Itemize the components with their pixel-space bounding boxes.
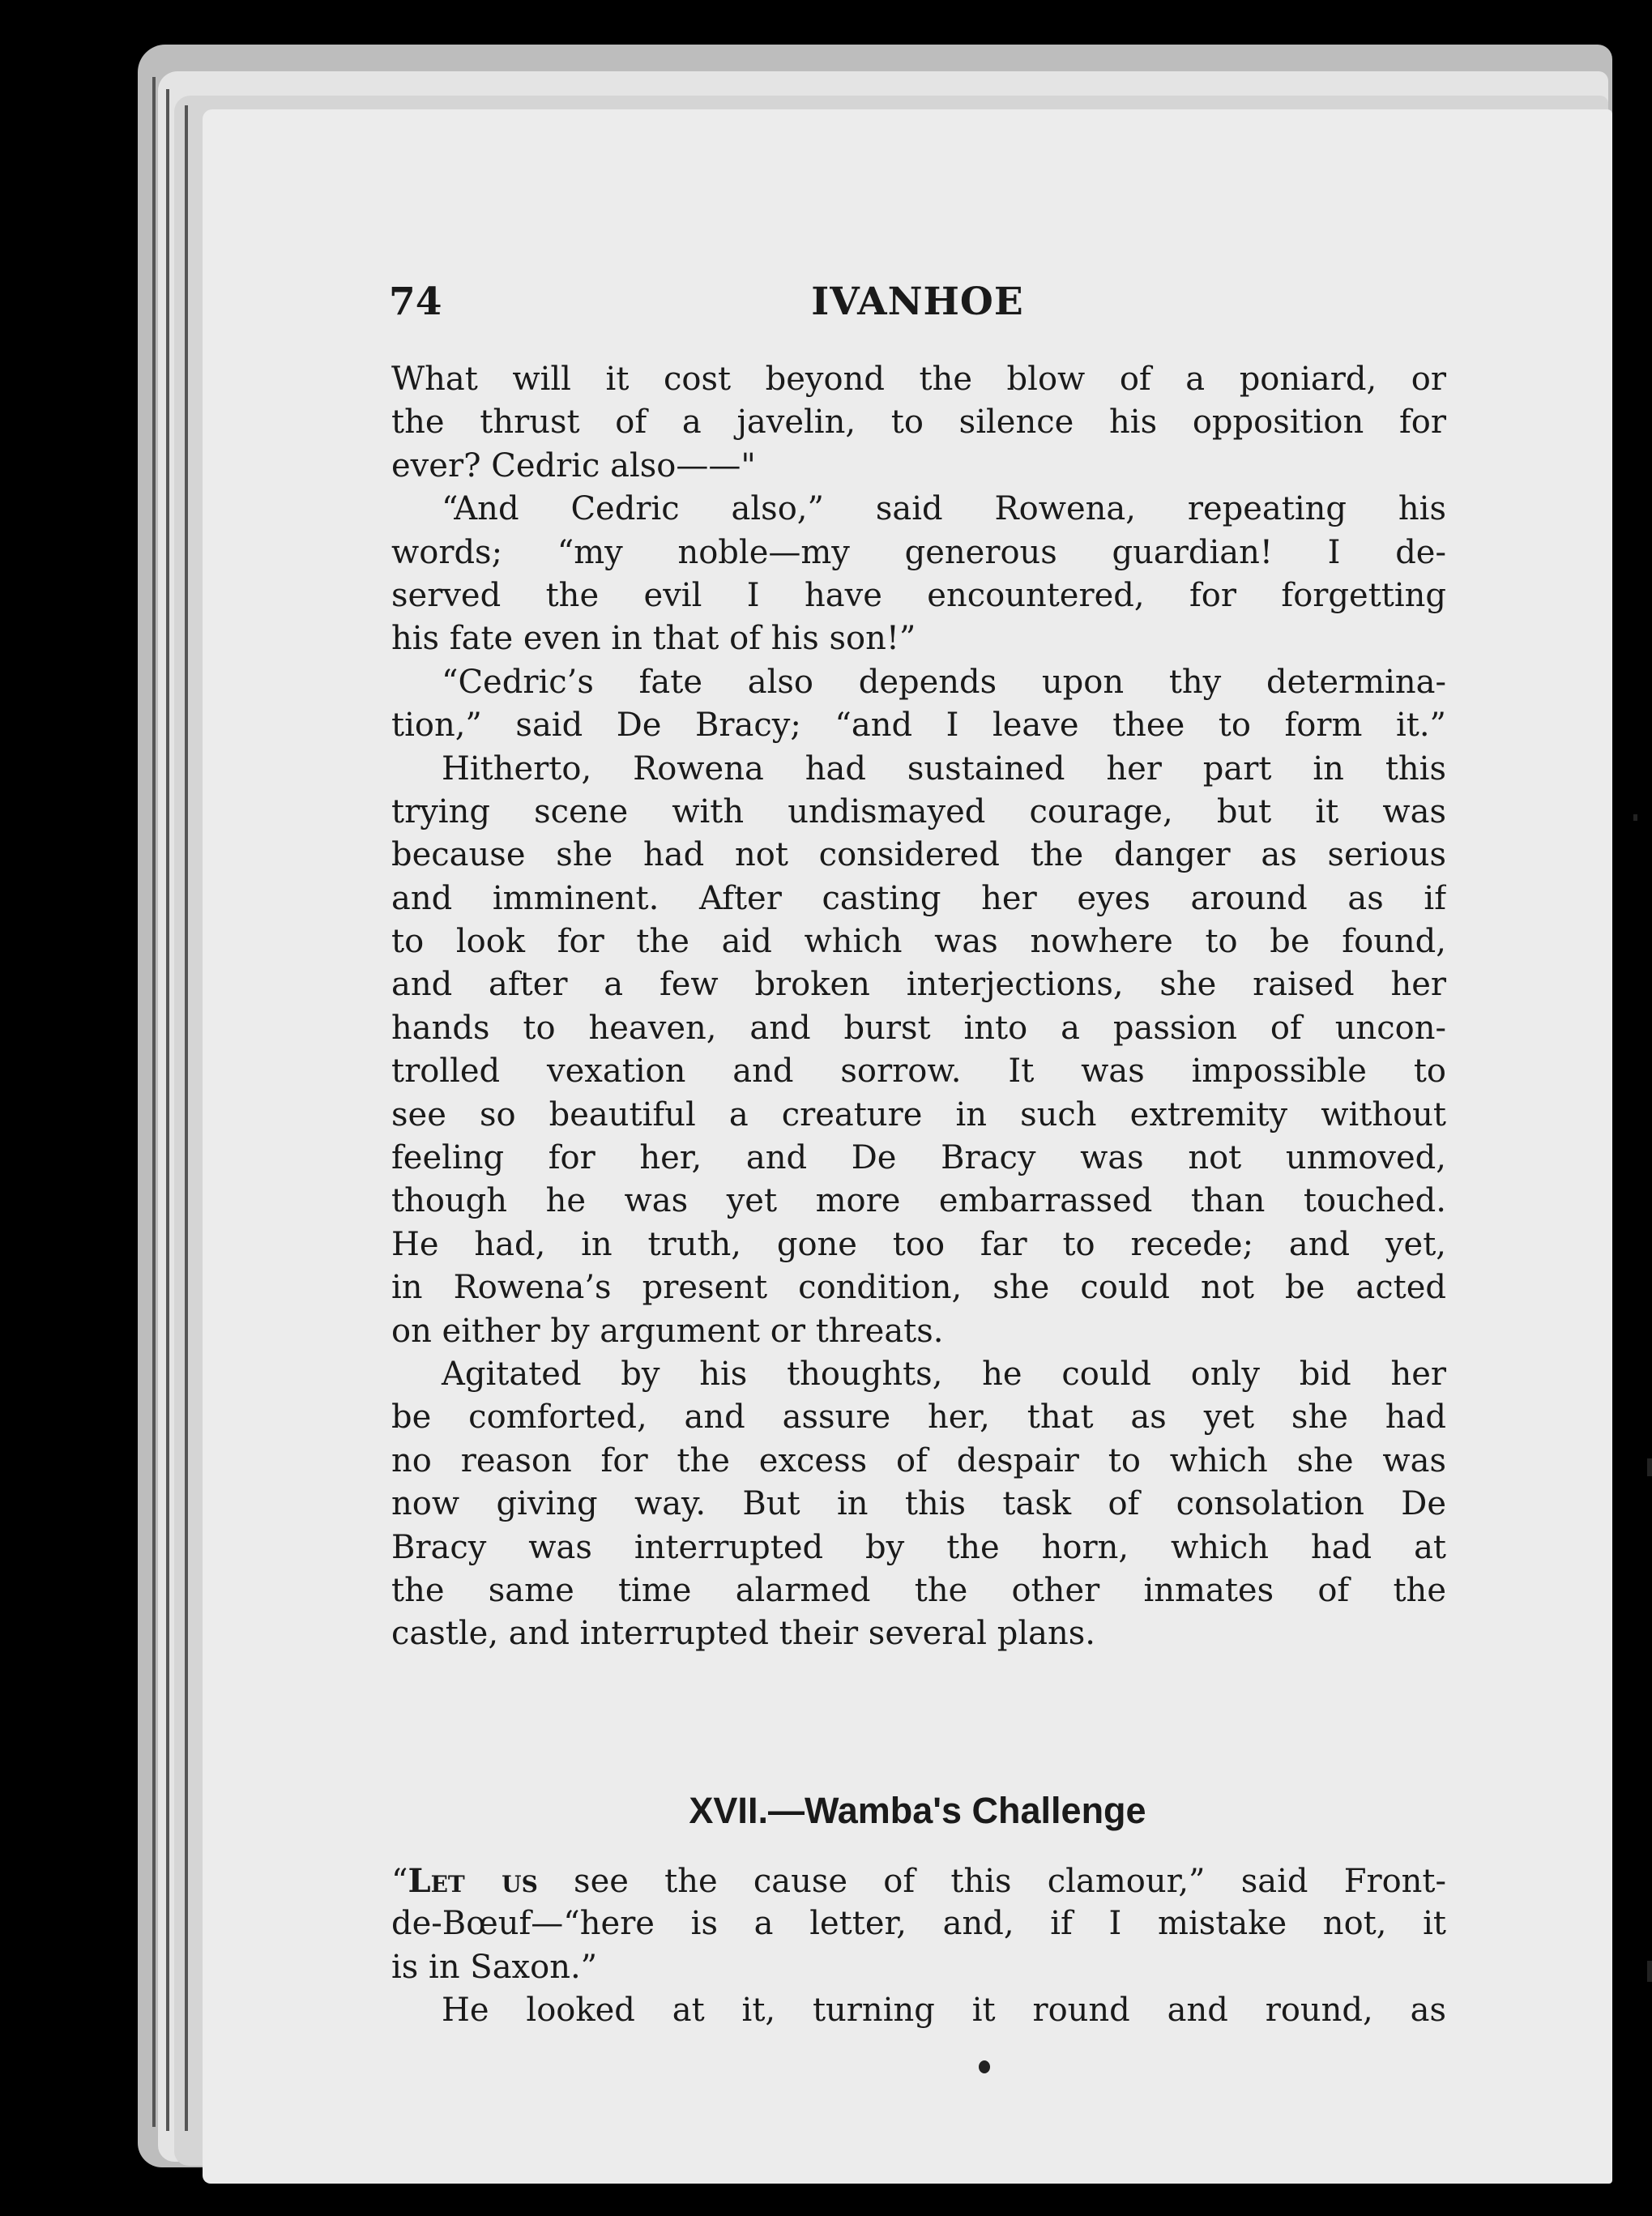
text-line: What will it cost beyond the blow of a poniard, or — [391, 361, 1446, 398]
body-text — [391, 358, 1446, 1656]
text-line: Hitherto, Rowena had sustained her part in this — [442, 749, 1446, 788]
margin-speck — [1647, 1458, 1652, 1476]
spine-line — [166, 89, 169, 2131]
text-line: though he was yet more embarrassed than touched. — [391, 1182, 1446, 1220]
text-line: because she had not considered the danger as serious — [391, 836, 1446, 874]
book-title: IVANHOE — [811, 280, 1024, 324]
text-line — [391, 1859, 1446, 1902]
text-line: feeling for her, and De Bracy was not unmoved, — [391, 1139, 1446, 1177]
text-line: no reason for the excess of despair to which she was — [391, 1441, 1446, 1479]
opening-small-caps: Let us — [408, 1862, 538, 1900]
ornament-dot — [979, 2060, 990, 2073]
text-line: He looked at it, turning it round and round, as — [442, 1992, 1446, 2030]
text-line: trying scene with undismayed courage, but it was — [391, 792, 1446, 830]
text-line: is in Saxon.” — [391, 1948, 598, 1986]
text-line: be comforted, and assure her, that as yet she had — [391, 1398, 1446, 1437]
text-line: the thrust of a javelin, to silence his opposition for — [391, 403, 1446, 442]
chapter-text — [391, 1859, 1446, 2033]
text-line: de-Bœuf—“here is a letter, and, if I mistake not, it — [391, 1905, 1446, 1943]
chapter-heading: XVII.—Wamba's Challenge — [689, 1790, 1146, 1831]
margin-speck — [1633, 814, 1637, 821]
text-line: ever? Cedric also——" — [391, 446, 756, 485]
text-line: served the evil I have encountered, for forgetting — [391, 576, 1446, 614]
text-line: hands to heaven, and burst into a passion of uncon- — [391, 1009, 1446, 1047]
page-number: 74 — [389, 280, 442, 324]
text-line: trolled vexation and sorrow. It was impossible to — [391, 1052, 1446, 1091]
text-line: castle, and interrupted their several plans. — [391, 1615, 1095, 1653]
text-line: Bracy was interrupted by the horn, which had at — [391, 1528, 1446, 1566]
text-line: now giving way. But in this task of consolation De — [391, 1485, 1446, 1523]
spine-line — [152, 77, 156, 2127]
text-line: his fate even in that of his son!” — [391, 620, 916, 658]
text-line: in Rowena’s present condition, she could not be acted — [391, 1269, 1446, 1307]
text-line: Agitated by his thoughts, he could only bid her — [442, 1355, 1446, 1393]
text-line: tion,” said De Bracy; “and I leave thee to form it.” — [391, 707, 1446, 745]
text-line: “And Cedric also,” said Rowena, repeating his — [442, 490, 1446, 528]
text-line: He had, in truth, gone too far to recede; and yet, — [391, 1225, 1446, 1263]
text-line: the same time alarmed the other inmates of the — [391, 1571, 1446, 1609]
text-line: to look for the aid which was nowhere to be found, — [391, 923, 1446, 961]
text-line: words; “my noble—my generous guardian! I de- — [391, 533, 1446, 571]
opening-quote: “ — [391, 1863, 408, 1900]
running-head — [389, 280, 1446, 336]
line-rest: see the cause of this clamour,” said Front- — [537, 1863, 1446, 1900]
text-line: “Cedric’s fate also depends upon thy determina- — [442, 663, 1446, 701]
text-line: and after a few broken interjections, she raised her — [391, 966, 1446, 1004]
text-line: on either by argument or threats. — [391, 1312, 944, 1350]
text-line: see so beautiful a creature in such extremity without — [391, 1095, 1446, 1134]
text-line: and imminent. After casting her eyes around as if — [391, 879, 1446, 917]
spine-line — [185, 105, 188, 2131]
margin-speck — [1647, 1961, 1652, 1982]
